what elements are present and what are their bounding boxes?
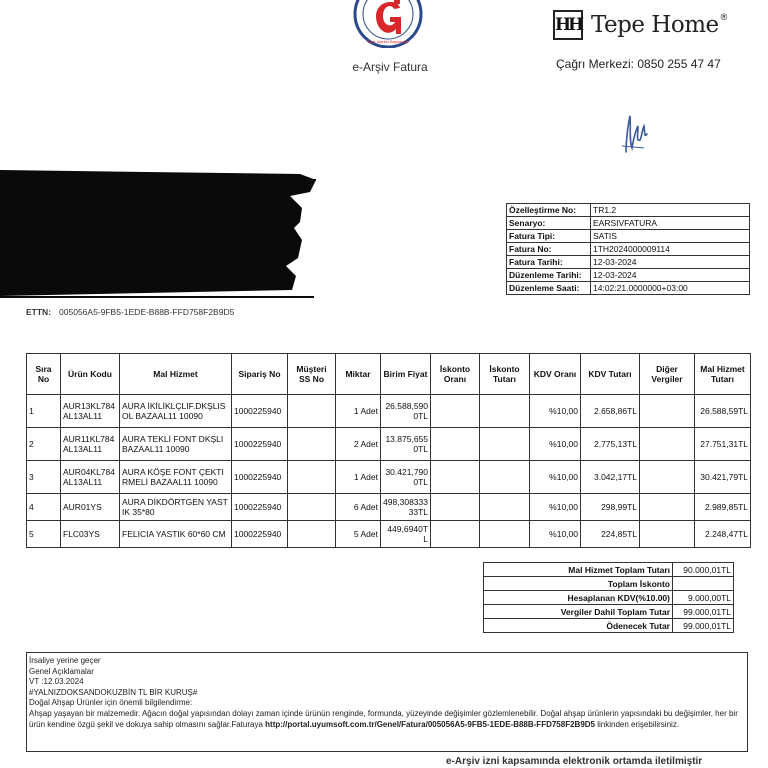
cell-vat-amt: 3.042,17TL	[581, 461, 640, 494]
cell-no: 1	[27, 395, 61, 428]
cell-code: AUR04KL784AL13AL11	[61, 461, 120, 494]
column-header: Diğer Vergiler	[640, 354, 695, 395]
cell-other	[640, 521, 695, 548]
info-value: 14:02:21.0000000+03:00	[591, 282, 750, 295]
line-items-table	[26, 353, 751, 548]
invoice-info-table	[506, 203, 750, 295]
cell-desc: AURA DİKDÖRTGEN YASTIK 35*80	[120, 494, 232, 521]
totals-key: Hesaplanan KDV(%10.00)	[484, 591, 673, 605]
info-key: Senaryo:	[507, 217, 591, 230]
cell-price: 26.588,5900TL	[381, 395, 431, 428]
info-key: Fatura Tarihi:	[507, 256, 591, 269]
ettn-value: 005056A5-9FB5-1EDE-B88B-FFD758F2B9D5	[59, 307, 235, 317]
info-row	[507, 256, 750, 269]
cell-no: 3	[27, 461, 61, 494]
cell-disc-amt	[480, 395, 530, 428]
table-row	[27, 395, 751, 428]
cell-total: 2.248,47TL	[695, 521, 751, 548]
invoice-portal-link[interactable]: http://portal.uyumsoft.com.tr/Genel/Fatura/005056A5-9FB5-1EDE-B88B-FFD758F2B9D5	[265, 719, 595, 729]
cell-total: 30.421,79TL	[695, 461, 751, 494]
cell-qty: 2 Adet	[336, 428, 381, 461]
note-amount-in-words: #YALNIZDOKSANDOKUZBİN TL BİR KURUŞ#	[29, 687, 198, 697]
note-paragraph-text: Ahşap yaşayan bir malzemedir. Ağacın doğal yapısından dolayı zaman içinde ürünün renginde, formunda, yüzeyinde değişimler gözlemlenebilir. Doğal ahşap ürünlerin yapısındaki bu değişimler, her bir ürün kendine özgü şekil ve dokuya sahip olmasını sağlar.Faturaya	[29, 708, 738, 729]
cell-code: AUR01YS	[61, 494, 120, 521]
cell-price: 449,6940TL	[381, 521, 431, 548]
table-row	[27, 461, 751, 494]
cell-ss	[288, 494, 336, 521]
ettn-label: ETTN:	[26, 307, 52, 317]
cell-disc-rate	[431, 461, 480, 494]
totals-key: Vergiler Dahil Toplam Tutar	[484, 605, 673, 619]
totals-key: Toplam İskonto	[484, 577, 673, 591]
note-waybill: İrsaliye yerine geçer	[29, 656, 101, 665]
cell-vat-rate: %10,00	[530, 521, 581, 548]
info-key: Özelleştirme No:	[507, 204, 591, 217]
cell-order: 1000225940	[232, 428, 288, 461]
column-header: Mal Hizmet Tutarı	[695, 354, 751, 395]
cell-disc-rate	[431, 428, 480, 461]
cell-desc: AURA TEKLİ FONT DKŞLI BAZAAL11 10090	[120, 428, 232, 461]
cell-qty: 5 Adet	[336, 521, 381, 548]
totals-row	[484, 563, 734, 577]
call-center-phone: Çağrı Merkezi: 0850 255 47 47	[556, 57, 721, 71]
info-key: Fatura No:	[507, 243, 591, 256]
cell-code: AUR13KL784AL13AL11	[61, 395, 120, 428]
registered-mark: ®	[720, 12, 728, 22]
info-row	[507, 282, 750, 295]
totals-row	[484, 591, 734, 605]
cell-vat-rate: %10,00	[530, 395, 581, 428]
info-value: SATIS	[591, 230, 750, 243]
totals-key: Mal Hizmet Toplam Tutarı	[484, 563, 673, 577]
cell-order: 1000225940	[232, 521, 288, 548]
info-value: EARSIVFATURA	[591, 217, 750, 230]
cell-other	[640, 461, 695, 494]
brand-name: Tepe Home	[591, 12, 719, 38]
gib-seal-logo	[348, 0, 428, 48]
info-value: 1TH2024000009114	[591, 243, 750, 256]
table-row	[27, 521, 751, 548]
cell-disc-amt	[480, 428, 530, 461]
column-header: Sipariş No	[232, 354, 288, 395]
brand-logo	[553, 8, 727, 42]
cell-ss	[288, 395, 336, 428]
info-row	[507, 243, 750, 256]
column-header: Miktar	[336, 354, 381, 395]
cell-vat-rate: %10,00	[530, 428, 581, 461]
note-wood-heading: Doğal Ahşap Ürünler için önemli bilgilendirme:	[29, 698, 193, 708]
column-header: KDV Tutarı	[581, 354, 640, 395]
cell-no: 4	[27, 494, 61, 521]
cell-disc-rate	[431, 521, 480, 548]
ettn-row	[26, 307, 234, 317]
cell-vat-amt: 2.775,13TL	[581, 428, 640, 461]
info-value: TR1.2	[591, 204, 750, 217]
cell-other	[640, 494, 695, 521]
table-row	[27, 494, 751, 521]
cell-qty: 6 Adet	[336, 494, 381, 521]
cell-disc-amt	[480, 461, 530, 494]
cell-disc-rate	[431, 494, 480, 521]
cell-desc: AURA KÖŞE FONT ÇEKTIRMELİ BAZAAL11 10090	[120, 461, 232, 494]
info-value: 12-03-2024	[591, 269, 750, 282]
totals-value	[673, 577, 734, 591]
totals-value: 9.000,00TL	[673, 591, 734, 605]
cell-order: 1000225940	[232, 395, 288, 428]
svg-text:Gelir İdaresi Başkanlığı: Gelir İdaresi Başkanlığı	[367, 39, 409, 44]
cell-vat-rate: %10,00	[530, 461, 581, 494]
cell-other	[640, 395, 695, 428]
redacted-buyer-info	[0, 162, 318, 302]
cell-price: 30.421,7900TL	[381, 461, 431, 494]
cell-order: 1000225940	[232, 494, 288, 521]
column-header: KDV Oranı	[530, 354, 581, 395]
totals-table	[483, 562, 734, 633]
note-wood-paragraph	[29, 709, 745, 730]
info-key: Düzenleme Tarihi:	[507, 269, 591, 282]
cell-disc-rate	[431, 395, 480, 428]
totals-value: 99.000,01TL	[673, 619, 734, 633]
cell-desc: AURA İKİLİKLÇLIF.DKŞLISOL BAZAAL11 10090	[120, 395, 232, 428]
cell-other	[640, 428, 695, 461]
cell-disc-amt	[480, 521, 530, 548]
info-row	[507, 204, 750, 217]
cell-desc: FELICIA YASTIK 60*60 CM	[120, 521, 232, 548]
column-header: Sıra No	[27, 354, 61, 395]
cell-order: 1000225940	[232, 461, 288, 494]
info-row	[507, 269, 750, 282]
brand-mark-icon: HH	[553, 10, 583, 40]
cell-total: 27.751,31TL	[695, 428, 751, 461]
totals-value: 99.000,01TL	[673, 605, 734, 619]
cell-ss	[288, 461, 336, 494]
note-general-heading: Genel Açıklamalar	[29, 666, 94, 676]
cell-code: FLC03YS	[61, 521, 120, 548]
notes-box	[26, 652, 748, 752]
totals-row	[484, 619, 734, 633]
cell-qty: 1 Adet	[336, 461, 381, 494]
column-header: Mal Hizmet	[120, 354, 232, 395]
column-header: Birim Fiyat	[381, 354, 431, 395]
note-vt-date: VT :12.03.2024	[29, 677, 84, 687]
totals-value: 90.000,01TL	[673, 563, 734, 577]
cell-vat-amt: 298,99TL	[581, 494, 640, 521]
cell-total: 2.989,85TL	[695, 494, 751, 521]
column-header: Ürün Kodu	[61, 354, 120, 395]
cell-no: 2	[27, 428, 61, 461]
signature-image	[614, 112, 658, 158]
cell-price: 498,30833333TL	[381, 494, 431, 521]
info-key: Düzenleme Saati:	[507, 282, 591, 295]
info-value: 12-03-2024	[591, 256, 750, 269]
totals-key: Ödenecek Tutar	[484, 619, 673, 633]
cell-vat-rate: %10,00	[530, 494, 581, 521]
cell-qty: 1 Adet	[336, 395, 381, 428]
table-row	[27, 428, 751, 461]
cell-no: 5	[27, 521, 61, 548]
cell-vat-amt: 2.658,86TL	[581, 395, 640, 428]
cell-ss	[288, 428, 336, 461]
cell-ss	[288, 521, 336, 548]
column-header: İskonto Oranı	[431, 354, 480, 395]
info-key: Fatura Tipi:	[507, 230, 591, 243]
note-paragraph-end: linkinden erişebilirsiniz.	[595, 719, 680, 729]
info-row	[507, 217, 750, 230]
cell-disc-amt	[480, 494, 530, 521]
cell-code: AUR11KL784AL13AL11	[61, 428, 120, 461]
column-header: Müşteri SS No	[288, 354, 336, 395]
totals-row	[484, 605, 734, 619]
cell-total: 26.588,59TL	[695, 395, 751, 428]
table-header-row	[27, 354, 751, 395]
column-header: İskonto Tutarı	[480, 354, 530, 395]
cell-vat-amt: 224,85TL	[581, 521, 640, 548]
footer-notice: e-Arşiv izni kapsamında elektronik ortamda iletilmiştir	[446, 756, 703, 767]
totals-row	[484, 577, 734, 591]
document-type-title: e-Arşiv Fatura	[352, 60, 428, 74]
cell-price: 13.875,6550TL	[381, 428, 431, 461]
info-row	[507, 230, 750, 243]
